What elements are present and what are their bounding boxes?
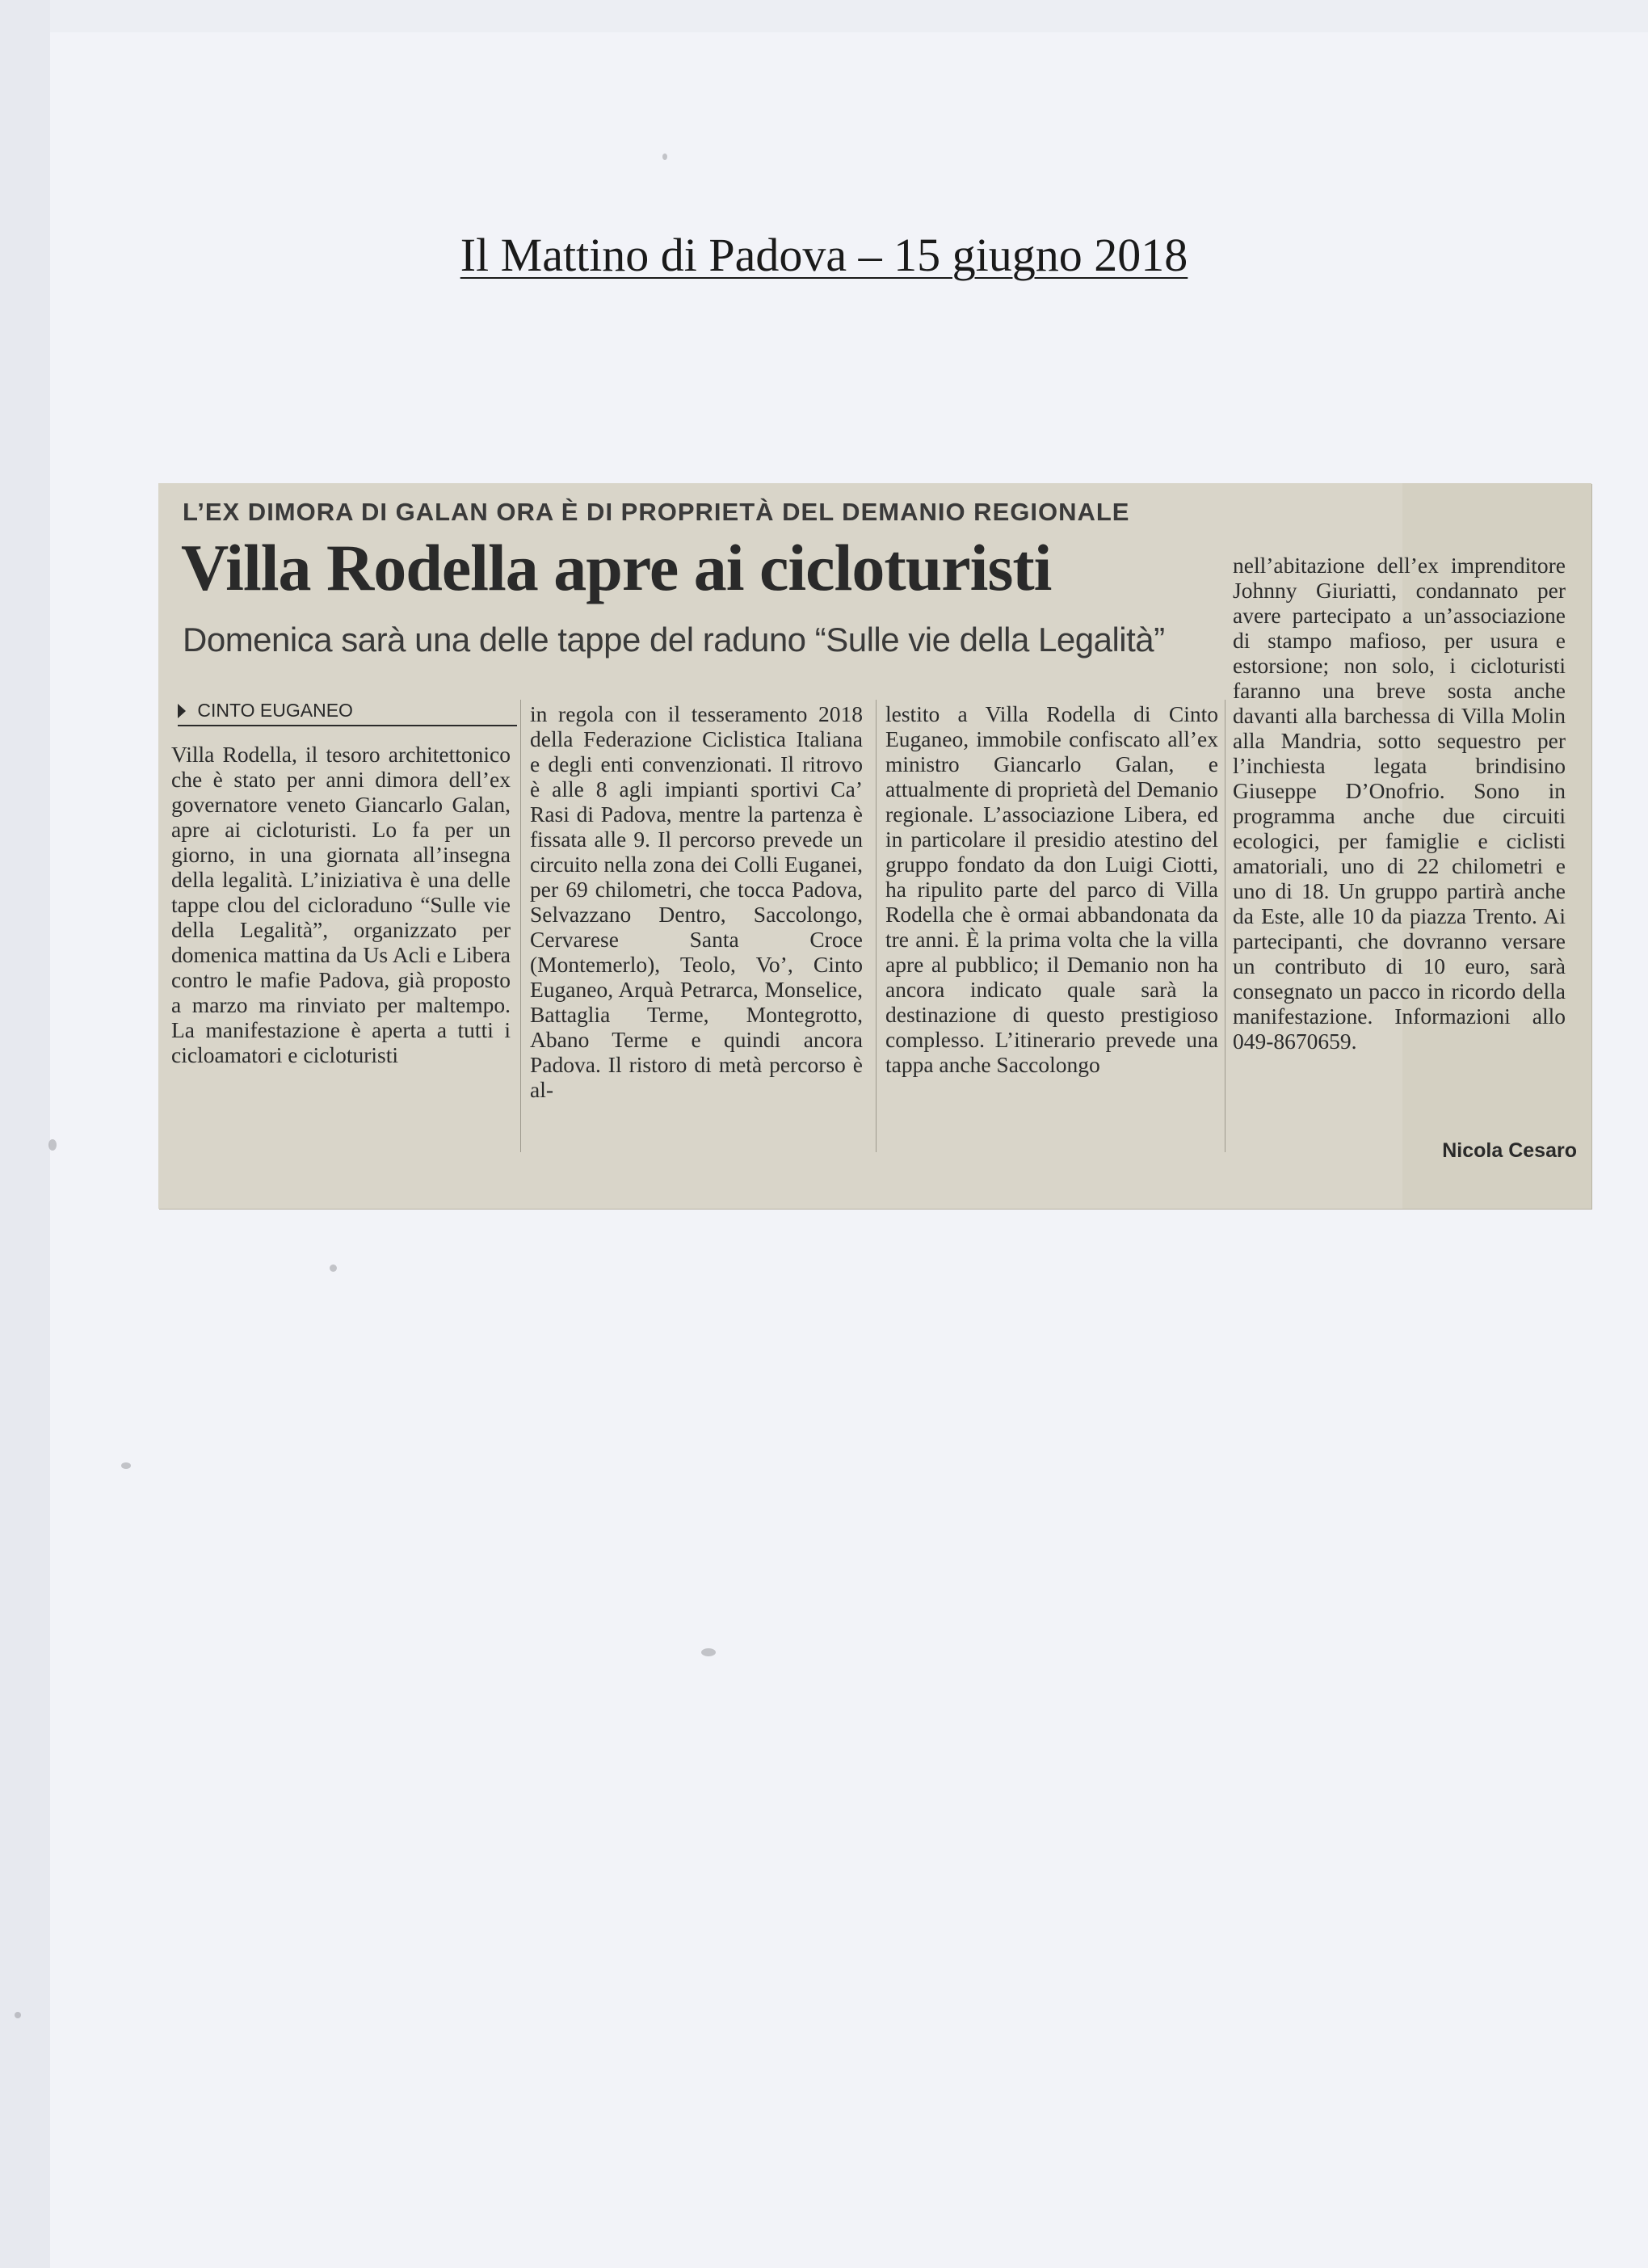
article-byline: Nicola Cesaro — [1442, 1139, 1577, 1162]
scan-dust — [121, 1462, 131, 1469]
source-line — [0, 228, 1648, 282]
scan-top-edge — [0, 0, 1648, 32]
newspaper-clipping — [158, 483, 1591, 1209]
article-headline: Villa Rodella apre ai cicloturisti — [181, 531, 1052, 604]
scan-left-edge — [0, 0, 50, 2268]
scan-dust — [48, 1139, 57, 1151]
column-rule — [876, 700, 877, 1152]
article-column-4: nell’abitazione dell’ex imprenditore Johnny Giuriatti, condannato per avere partecipato a un’associazione di stampo mafioso, per usura e estorsione; non solo, i cicloturisti faranno una breve sosta anche davanti alla barchessa di Villa Molin alla Mandria, sotto sequestro per l’inchiesta legata brindisino Giuseppe D’Onofrio. Sono in programma anche due circuiti ecologici, per famiglie e ciclisti amatoriali, uno di 22 chilometri e uno di 18. Un gruppo partirà anche da Este, alle 10 da piazza Trento. Ai partecipanti, che dovranno versare un contributo di 10 euro, sarà consegnato un pacco in ricordo della manifestazione. Informazioni allo 049-8670659. — [1233, 553, 1566, 1054]
scan-dust — [15, 2012, 21, 2018]
article-kicker: L’EX DIMORA DI GALAN ORA È DI PROPRIETÀ DEL DEMANIO REGIONALE — [183, 498, 1130, 526]
scan-dust — [701, 1648, 716, 1656]
source-line-text: Il Mattino di Padova – 15 giugno 2018 — [460, 229, 1188, 281]
article-column-3: lestito a Villa Rodella di Cinto Euganeo, immobile confiscato all’ex ministro Giancarlo Galan, e attualmente di proprietà del Demanio regionale. L’associazione Libera, ed in particolare il presidio atestino del gruppo fondato da don Luigi Ciotti, ha ripulito parte del parco di Villa Rodella che è ormai abbandonata da tre anni. È la prima volta che la villa apre al pubblico; il Demanio non ha ancora indicato quale sarà la destinazione di questo prestigioso complesso. L’itinerario prevede una tappa anche Saccolongo — [885, 701, 1218, 1077]
column-rule — [520, 700, 521, 1152]
article-column-1: Villa Rodella, il tesoro architettonico che è stato per anni dimora dell’ex governatore veneto Giancarlo Galan, apre ai cicloturisti. Lo fa per un giorno, in una giornata all’insegna della legalità. L’iniziativa è una delle tappe clou del cicloraduno “Sulle vie della Legalità”, organizzato per domenica mattina da Us Acli e Libera contro le mafie Padova, già proposto a marzo ma rinviato per maltempo. La manifestazione è aperta a tutti i cicloamatori e cicloturisti — [171, 742, 511, 1067]
article-subheadline: Domenica sarà una delle tappe del raduno “Sulle vie della Legalità” — [183, 621, 1165, 659]
scan-dust — [662, 154, 667, 160]
dateline-text: CINTO EUGANEO — [197, 700, 353, 721]
article-column-2: in regola con il tesseramento 2018 della Federazione Ciclistica Italiana e degli enti convenzionati. Il ritrovo è alle 8 agli impianti sportivi Ca’ Rasi di Padova, mentre la partenza è fissata alle 9. Il percorso prevede un circuito nella zona dei Colli Euganei, per 69 chilometri, che tocca Padova, Selvazzano Dentro, Saccolongo, Cervarese Santa Croce (Montemerlo), Teolo, Vo’, Cinto Euganeo, Arquà Petrarca, Monselice, Battaglia Terme, Montegrotto, Abano Terme e quindi ancora Padova. Il ristoro di metà percorso è al- — [530, 701, 863, 1102]
scan-dust — [330, 1264, 337, 1272]
article-dateline — [178, 700, 517, 726]
